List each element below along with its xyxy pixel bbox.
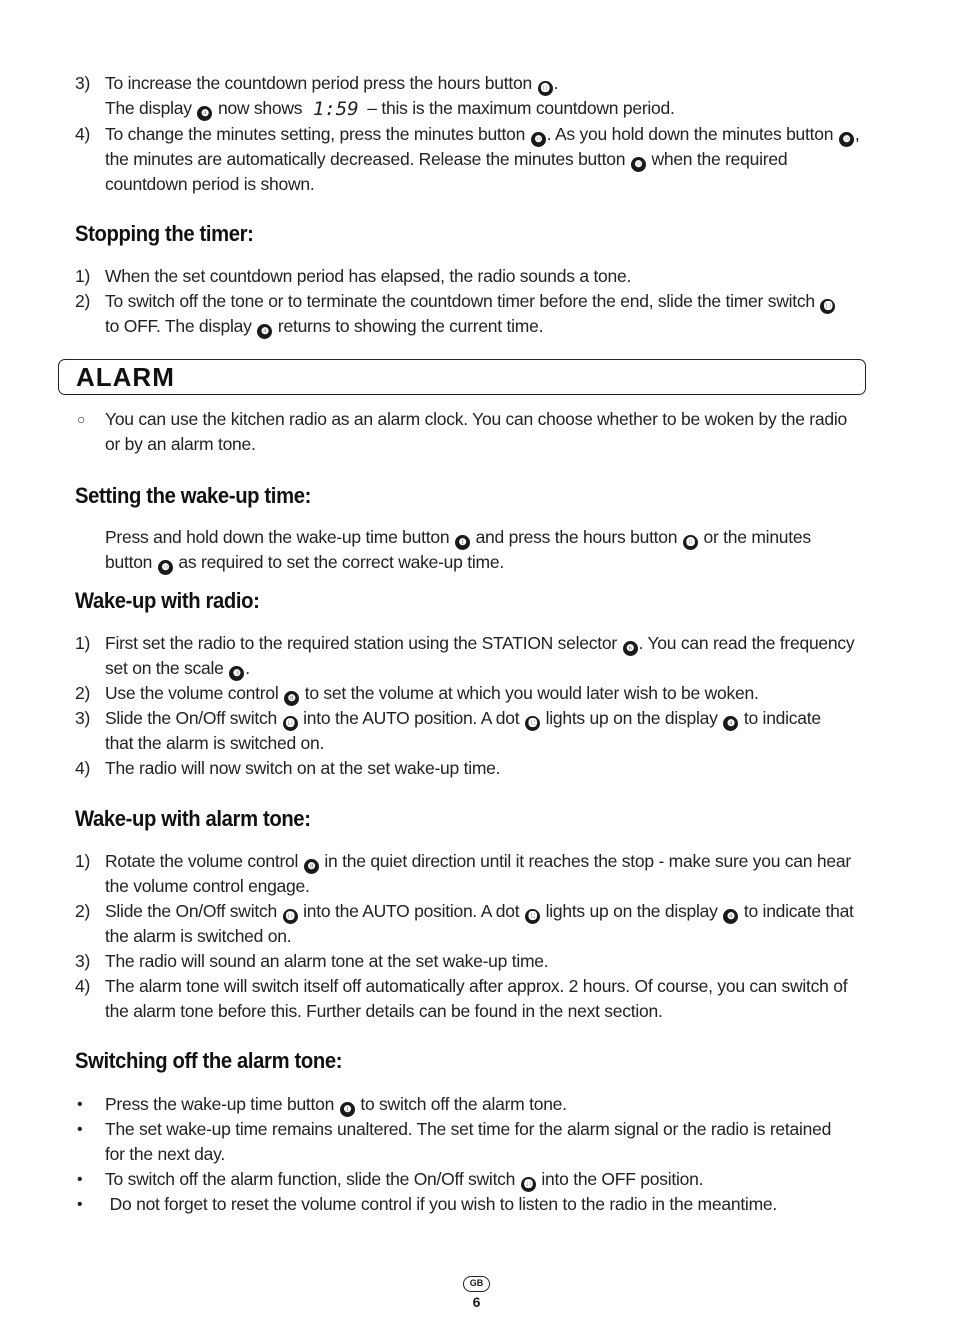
timer-switch-ref-icon: ⓭ bbox=[820, 299, 835, 314]
volume-control-ref-icon: ❽ bbox=[284, 691, 299, 706]
station-selector-ref-icon: ❻ bbox=[623, 641, 638, 656]
step-marker: 4) bbox=[75, 758, 91, 778]
list-item: • The set wake-up time remains unaltered. The set time for the alarm signal or the radio is retained for the next day. bbox=[77, 1119, 832, 1164]
minutes-button-ref-icon: ❿ bbox=[631, 157, 646, 172]
step-marker: 3) bbox=[75, 708, 91, 728]
display-ref-icon: ❹ bbox=[257, 324, 272, 339]
minutes-button-ref-icon: ❿ bbox=[158, 560, 173, 575]
wakeup-button-ref-icon: ❶ bbox=[455, 535, 470, 550]
list-item: 2) To switch off the tone or to terminate the countdown timer before the end, slide the timer switch ⓭ to OFF. The display ❹ returns to showing the current time. bbox=[75, 289, 875, 339]
step-marker: 1) bbox=[75, 851, 91, 871]
section-header-alarm bbox=[58, 359, 866, 395]
heading-setting-wakeup: Setting the wake-up time: bbox=[75, 483, 311, 508]
switching-off-bullets bbox=[75, 1092, 875, 1217]
list-item: • To switch off the alarm function, slide the On/Off switch ⓮ into the OFF position. bbox=[75, 1167, 875, 1192]
step-marker: 2) bbox=[75, 901, 91, 921]
display-ref-icon: ❹ bbox=[723, 909, 738, 924]
wakeup-tone-steps bbox=[75, 849, 875, 1024]
step-marker: 2) bbox=[75, 291, 91, 311]
step-marker: 3) bbox=[75, 73, 91, 93]
bullet-icon: • bbox=[77, 1121, 83, 1138]
heading-switching-off: Switching off the alarm tone: bbox=[75, 1048, 343, 1073]
wakeup-button-ref-icon: ❶ bbox=[340, 1102, 355, 1117]
countdown-steps bbox=[75, 71, 875, 197]
step-marker: 2) bbox=[75, 683, 91, 703]
display-ref-icon: ❹ bbox=[197, 106, 212, 121]
list-item: ○ You can use the kitchen radio as an alarm clock. You can choose whether to be woken by the radio or by an alarm tone. bbox=[77, 409, 847, 454]
section-title: ALARM bbox=[76, 362, 175, 392]
onoff-switch-ref-icon: ⓮ bbox=[521, 1177, 536, 1192]
list-item: 3) The radio will sound an alarm tone at the set wake-up time. bbox=[75, 949, 875, 974]
heading-wakeup-radio: Wake-up with radio: bbox=[75, 588, 260, 613]
dot-ref-icon: ⓬ bbox=[525, 716, 540, 731]
volume-control-ref-icon: ❽ bbox=[304, 859, 319, 874]
list-item: 2) Slide the On/Off switch ⓮ into the AUTO position. A dot ⓬ lights up on the display ❹ to indicate that the alarm is switched on. bbox=[75, 901, 854, 946]
paragraph: Press and hold down the wake-up time button ❶ and press the hours button ⓫ or the minutes button ❿ as required to set the correct wake-up time. bbox=[75, 525, 875, 575]
bullet-icon: • bbox=[77, 1096, 83, 1113]
list-item: 2) Use the volume control ❽ to set the volume at which you would later wish to be woken. bbox=[75, 681, 875, 706]
bullet-icon: • bbox=[77, 1171, 83, 1188]
minutes-button-ref-icon: ❿ bbox=[531, 132, 546, 147]
heading-stopping-timer: Stopping the timer: bbox=[75, 221, 254, 246]
hours-button-ref-icon: ⓫ bbox=[683, 535, 698, 550]
circle-bullet-icon: ○ bbox=[77, 411, 86, 427]
step-marker: 4) bbox=[75, 124, 91, 144]
step-marker: 1) bbox=[75, 266, 91, 286]
stopping-timer-steps bbox=[75, 264, 875, 339]
list-item: 1) First set the radio to the required station using the STATION selector ❻ . You can read the frequency set on the scale ❸ . bbox=[75, 631, 875, 681]
list-item: 4) The alarm tone will switch itself off automatically after approx. 2 hours. Of course, you can switch of the alarm tone before this. Further details can be found in the next section. bbox=[75, 976, 848, 1021]
wakeup-radio-steps bbox=[75, 631, 875, 781]
heading-wakeup-tone: Wake-up with alarm tone: bbox=[75, 806, 311, 831]
language-badge: GB bbox=[463, 1276, 490, 1292]
list-item: 3) Slide the On/Off switch ⓮ into the AUTO position. A dot ⓬ lights up on the display ❹ to indicate that the alarm is switched on. bbox=[75, 708, 821, 753]
page-number: 6 bbox=[472, 1294, 481, 1310]
display-ref-icon: ❹ bbox=[723, 716, 738, 731]
list-item: • Press the wake-up time button ❶ to switch off the alarm tone. bbox=[75, 1092, 875, 1117]
list-item: 1) When the set countdown period has elapsed, the radio sounds a tone. bbox=[75, 264, 875, 289]
step-marker: 3) bbox=[75, 951, 91, 971]
alarm-intro bbox=[75, 407, 875, 457]
onoff-switch-ref-icon: ⓮ bbox=[283, 716, 298, 731]
onoff-switch-ref-icon: ⓮ bbox=[283, 909, 298, 924]
step-marker: 4) bbox=[75, 976, 91, 996]
list-item: • Do not forget to reset the volume control if you wish to listen to the radio in the meantime. bbox=[75, 1192, 875, 1217]
list-item: 4) The radio will now switch on at the set wake-up time. bbox=[75, 756, 875, 781]
scale-ref-icon: ❸ bbox=[229, 666, 244, 681]
lcd-readout: 1:59 bbox=[312, 98, 359, 120]
step-marker: 1) bbox=[75, 633, 91, 653]
list-item: 1) Rotate the volume control ❽ in the quiet direction until it reaches the stop - make sure you can hear the volume control engage. bbox=[75, 851, 851, 896]
list-item: 4) To change the minutes setting, press the minutes button ❿ . As you hold down the minutes button ❿ , the minutes are automatically decreased. Release the minutes button ❿ when the required countdown period is shown. bbox=[75, 124, 860, 194]
setting-wakeup-text bbox=[75, 525, 875, 575]
dot-ref-icon: ⓬ bbox=[525, 909, 540, 924]
bullet-icon: • bbox=[77, 1196, 83, 1213]
list-item: 3) To increase the countdown period press the hours button ⓫ . The display ❹ now shows 1:59 – this is the maximum countdown period. bbox=[75, 73, 675, 120]
minutes-button-ref-icon: ❿ bbox=[839, 132, 854, 147]
hours-button-ref-icon: ⓫ bbox=[538, 81, 553, 96]
